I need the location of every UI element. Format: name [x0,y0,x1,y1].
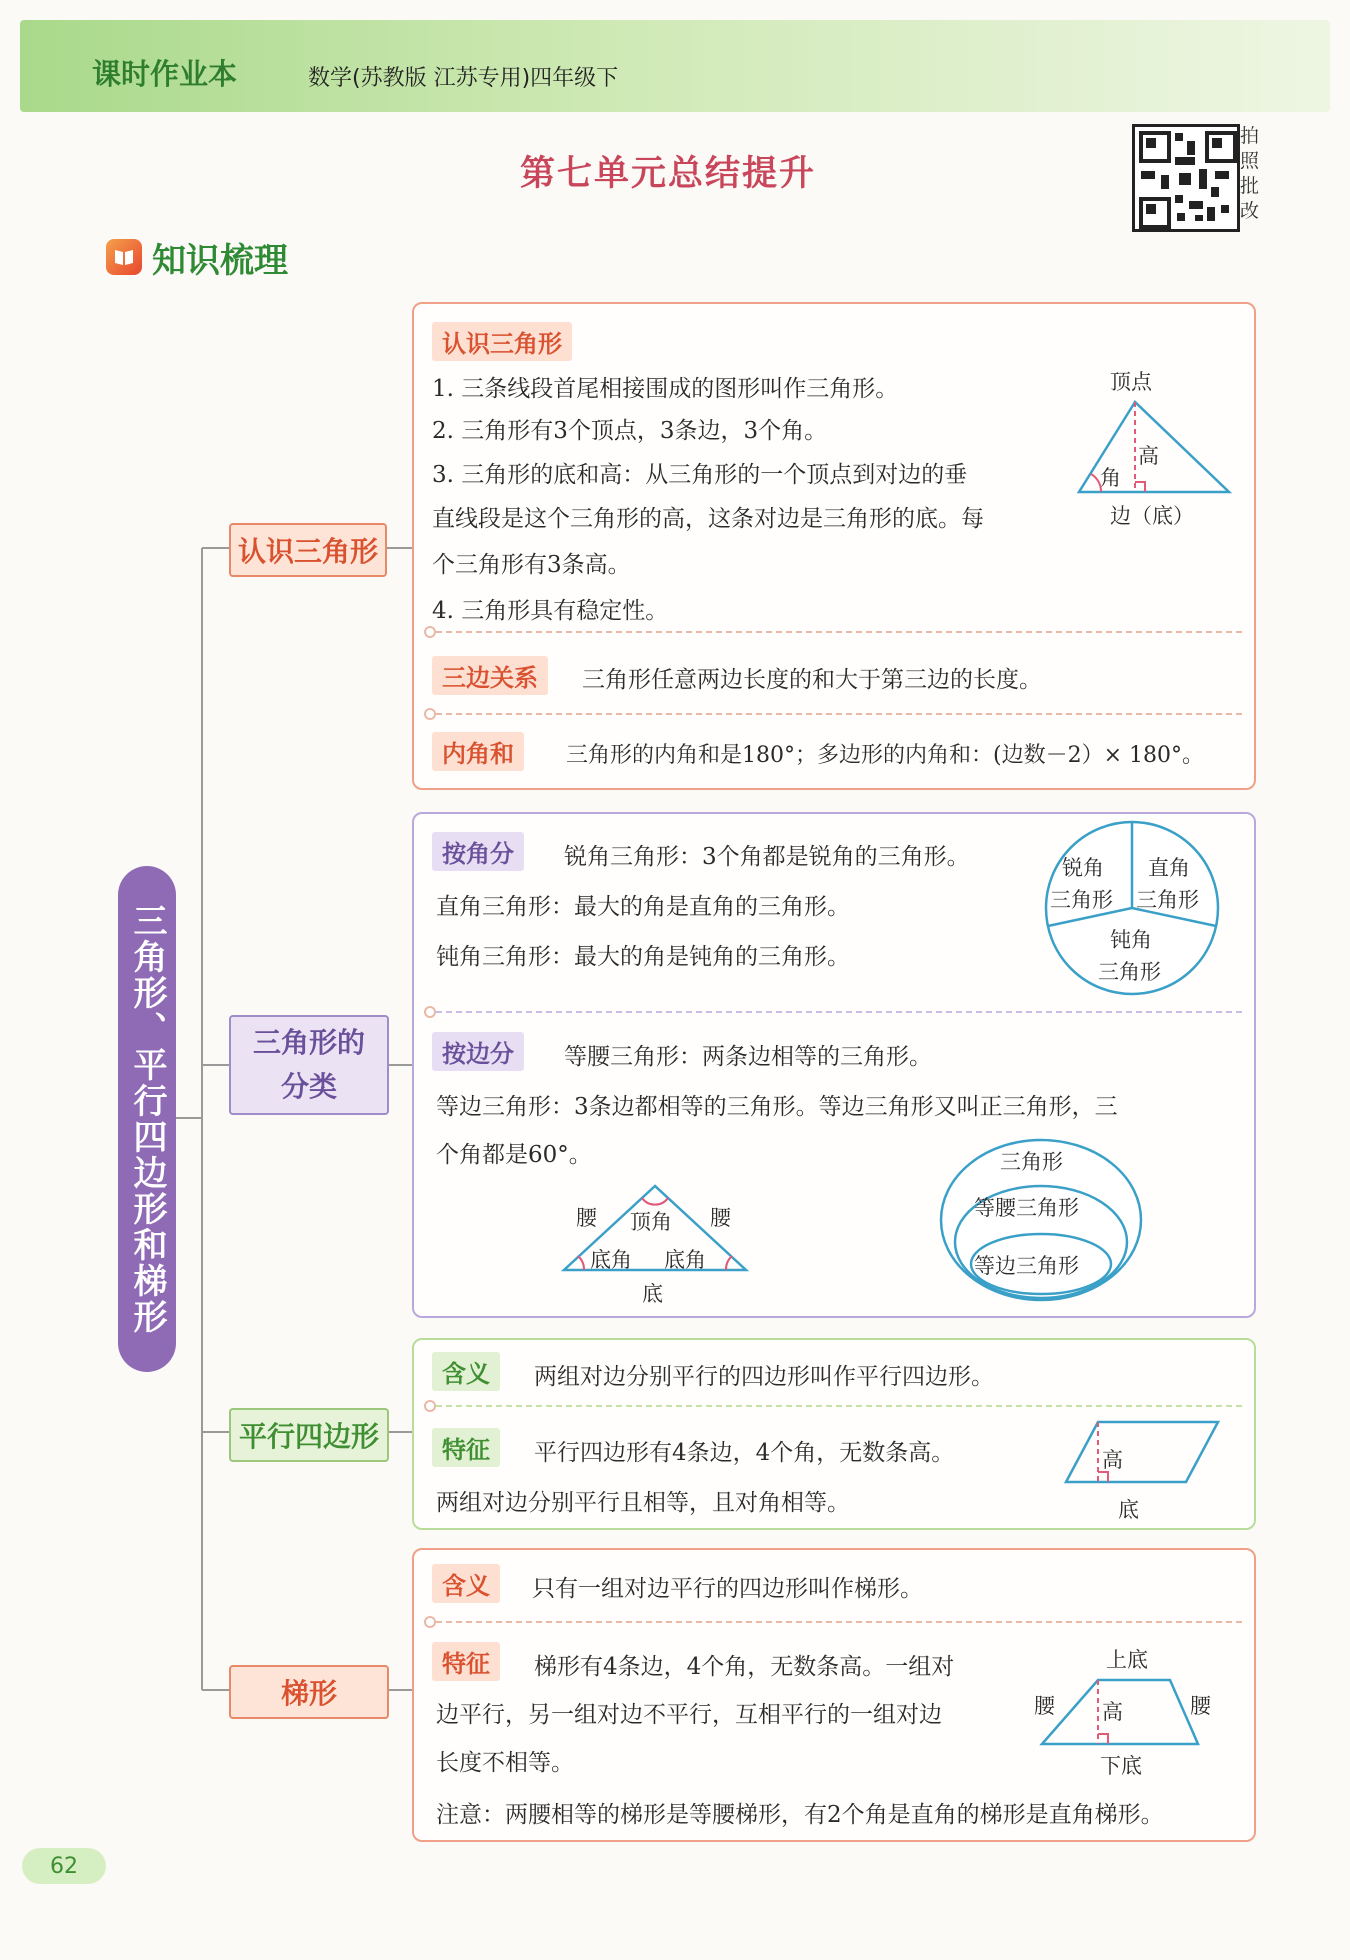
iso-base-angle-right: 底角 [664,1248,706,1272]
triangle-def-2: 2. 三角形有3个顶点，3条边，3个角。 [432,418,828,444]
tag-side-relation-text: 三边关系 [432,656,548,695]
divider [436,1011,1242,1013]
triangle-def-3: 3. 三角形的底和高：从三角形的一个顶点到对边的垂 [432,462,968,488]
parallelogram-figure [1062,1418,1222,1486]
trap-bottom-base-label: 下底 [1100,1754,1142,1778]
trap-leg-left-label: 腰 [1034,1694,1055,1718]
tag-trap-meaning-text: 含义 [432,1564,500,1603]
trap-top-base-label: 上底 [1106,1648,1148,1672]
divider-dot [424,708,436,720]
trap-height-label: 高 [1102,1700,1123,1724]
para-feature-2: 两组对边分别平行且相等，且对角相等。 [436,1490,850,1516]
divider-dot [424,1006,436,1018]
book-brand: 课时作业本 [92,57,238,91]
tag-by-side [432,1032,524,1071]
trap-feature-1: 梯形有4条边，4个角，无数条高。一组对 [534,1654,955,1680]
fig-angle-label: 角 [1100,466,1121,490]
triangle-def-6: 4. 三角形具有稳定性。 [432,598,669,624]
fig-vertex-label: 顶点 [1110,370,1152,394]
isosceles-def: 等腰三角形：两条边相等的三角形。 [564,1044,932,1070]
triangle-def-1: 1. 三条线段首尾相接围成的图形叫作三角形。 [432,376,899,402]
para-height-label: 高 [1102,1448,1123,1472]
trap-note: 注意：两腰相等的梯形是等腰梯形，有2个角是直角的梯形是直角梯形。 [436,1802,1164,1828]
qr-label: 拍照批改 [1240,125,1260,222]
venn-middle-label: 等腰三角形 [974,1196,1079,1220]
iso-leg-left: 腰 [576,1206,597,1230]
fig-height-label: 高 [1138,444,1159,468]
tag-by-angle-text: 按角分 [432,832,524,871]
pie-right-1: 直角 [1148,856,1190,880]
iso-base-angle-left: 底角 [590,1248,632,1272]
tag-angle-sum [432,732,524,771]
trap-leg-right-label: 腰 [1190,1694,1211,1718]
tag-para-feature-text: 特征 [432,1428,500,1467]
side-relation-text: 三角形任意两边长度的和大于第三边的长度。 [582,667,1042,693]
tag-side-relation [432,656,548,695]
tag-recognize-triangle-text: 认识三角形 [432,322,572,361]
node-classify [229,1015,389,1115]
tag-by-angle [432,832,524,871]
tag-trap-feature [432,1642,500,1681]
divider-dot [424,626,436,638]
iso-base: 底 [642,1282,663,1306]
trap-feature-3: 长度不相等。 [436,1750,574,1776]
angle-sum-text: 三角形的内角和是180°；多边形的内角和：(边数－2）× 180°。 [566,743,1204,768]
tag-para-meaning [432,1352,500,1391]
pie-obtuse-1: 钝角 [1110,928,1152,952]
unit-title: 第七单元总结提升 [520,154,817,194]
iso-leg-right: 腰 [710,1206,731,1230]
tag-trap-feature-text: 特征 [432,1642,500,1681]
triangle-def-4: 直线段是这个三角形的高，这条对边是三角形的底。每 [432,506,984,532]
spine-title [118,866,176,1372]
acute-def: 锐角三角形：3个角都是锐角的三角形。 [564,844,970,870]
divider [436,1621,1242,1623]
fig-base-label: 边（底） [1110,504,1194,528]
pie-acute-2: 三角形 [1050,888,1113,912]
page-number: 62 [22,1848,106,1884]
tag-trap-meaning [432,1564,500,1603]
pie-acute-1: 锐角 [1062,856,1104,880]
para-base-label: 底 [1118,1498,1139,1522]
obtuse-def: 钝角三角形：最大的角是钝角的三角形。 [436,944,850,970]
trap-meaning-text: 只有一组对边平行的四边形叫作梯形。 [532,1576,923,1602]
book-subtitle: 数学(苏教版 江苏专用)四年级下 [308,66,619,91]
venn-inner-label: 等边三角形 [974,1254,1079,1278]
iso-apex-angle: 顶角 [630,1210,672,1234]
divider-dot [424,1616,436,1628]
section-heading-text: 知识梳理 [152,240,288,281]
venn-outer-label: 三角形 [1000,1150,1063,1174]
pie-obtuse-2: 三角形 [1098,960,1161,984]
triangle-def-5: 个三角形有3条高。 [432,552,631,578]
pie-right-2: 三角形 [1136,888,1199,912]
node-classify-text: 三角形的分类 [252,1026,365,1103]
spine-title-text: 三角形、平行四边形和梯形 [127,903,167,1335]
equilateral-def: 等边三角形：3条边都相等的三角形。等边三角形又叫正三角形，三 [436,1094,1118,1120]
tag-recognize-triangle [432,322,572,361]
divider [436,1405,1242,1407]
node-parallelogram: 平行四边形 [229,1408,389,1462]
tag-angle-sum-text: 内角和 [432,732,524,771]
trap-feature-2: 边平行，另一组对边不平行，互相平行的一组对边 [436,1702,942,1728]
divider [436,631,1242,633]
equilateral-def-2: 个角都是60°。 [436,1142,592,1168]
tag-by-side-text: 按边分 [432,1032,524,1071]
node-trapezoid: 梯形 [229,1665,389,1719]
para-meaning-text: 两组对边分别平行的四边形叫作平行四边形。 [534,1364,994,1390]
para-feature-1: 平行四边形有4条边，4个角，无数条高。 [534,1440,955,1466]
tag-para-feature [432,1428,500,1467]
divider [436,713,1242,715]
tag-para-meaning-text: 含义 [432,1352,500,1391]
divider-dot [424,1400,436,1412]
right-def: 直角三角形：最大的角是直角的三角形。 [436,894,850,920]
node-triangle: 认识三角形 [229,523,387,577]
